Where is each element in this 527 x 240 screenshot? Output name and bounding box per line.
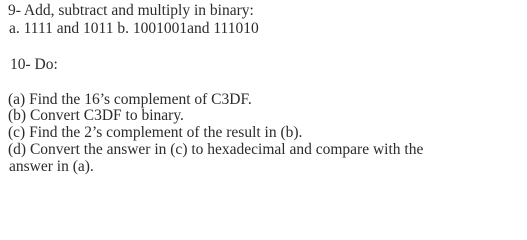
question-9-parts: a. 1111 and 1011 b. 1001001and 111010 xyxy=(9,20,259,37)
question-9-heading: 9- Add, subtract and multiply in binary: xyxy=(8,2,254,19)
question-10-item-d-continuation: answer in (a). xyxy=(9,158,94,175)
question-10-item-a: (a) Find the 16’s complement of C3DF. xyxy=(8,91,252,108)
question-10-heading: 10- Do: xyxy=(10,56,58,73)
question-10-item-b: (b) Convert C3DF to binary. xyxy=(8,107,184,124)
question-10-item-d: (d) Convert the answer in (c) to hexadecimal and compare with the xyxy=(8,141,424,158)
question-10-item-c: (c) Find the 2’s complement of the result in (b). xyxy=(8,124,303,141)
